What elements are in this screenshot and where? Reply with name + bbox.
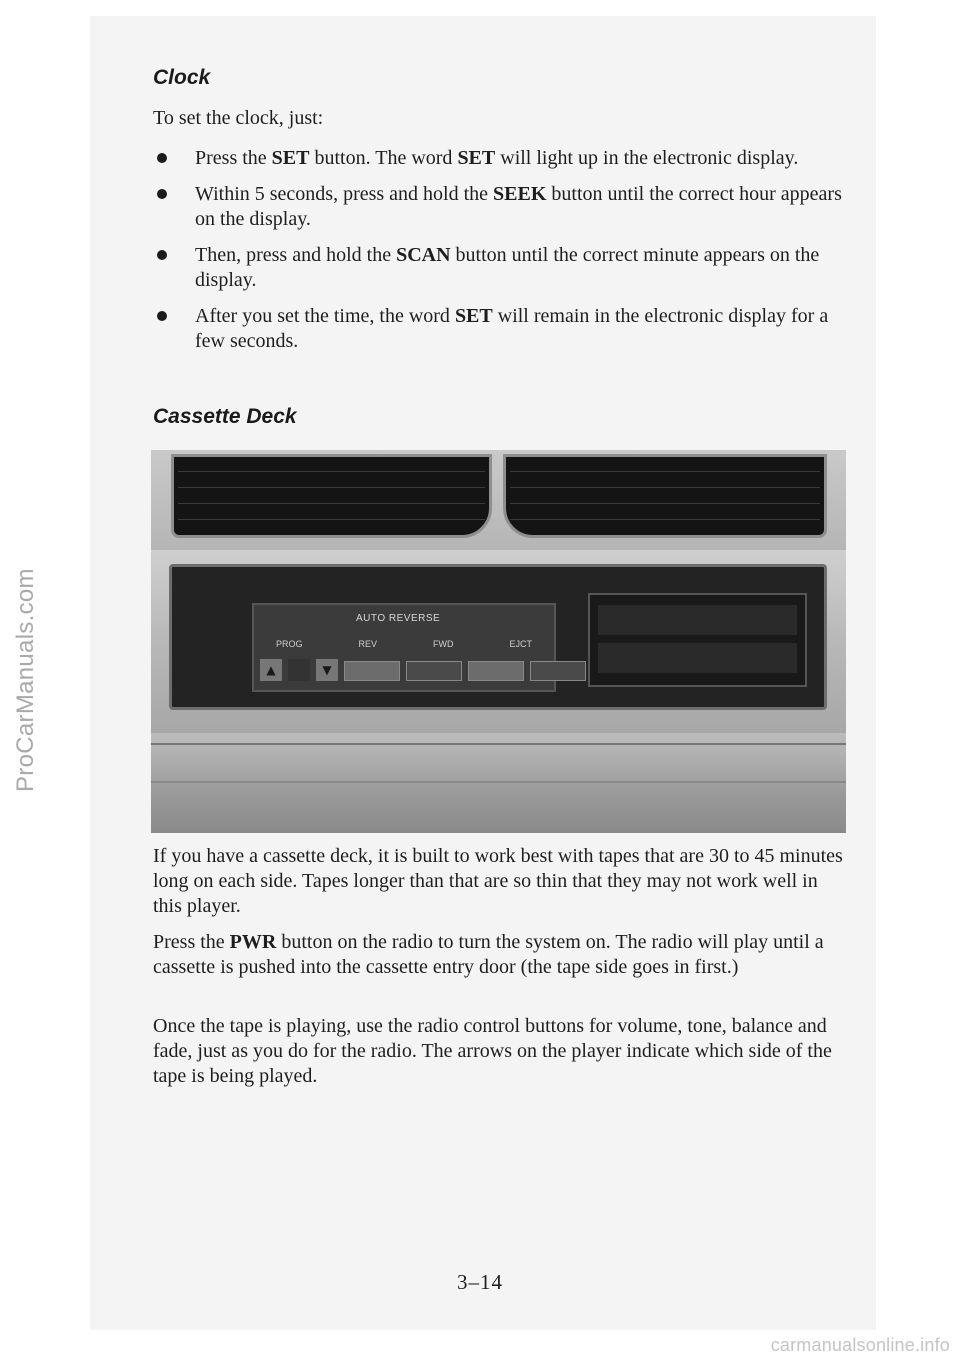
cassette-heading: Cassette Deck	[153, 405, 297, 428]
clock-step-4: After you set the time, the word SET will remain in the electronic display for a few seconds.	[152, 304, 852, 354]
rev-key	[406, 661, 462, 681]
prog-label: PROG	[276, 639, 303, 649]
cassette-unit	[169, 564, 827, 710]
page-number: 3–14	[457, 1270, 503, 1294]
footer-watermark: carmanualsonline.info	[770, 1335, 950, 1355]
ejct-label: EJCT	[509, 639, 532, 649]
bullet-dot	[157, 153, 167, 163]
cassette-paragraph-2: Press the PWR button on the radio to turn the system on. The radio will play until a cassette is pushed into the cassette entry door (the tape side goes in first.)	[153, 931, 824, 978]
clock-intro: To set the clock, just:	[153, 107, 324, 129]
cassette-paragraph-3: Once the tape is playing, use the radio control buttons for volume, tone, balance and fade, just as you do for the radio. The arrows on the player indicate which side of the tape is being played.	[153, 1015, 832, 1087]
tape-panel	[252, 603, 556, 692]
clock-heading: Clock	[153, 66, 211, 89]
dash-vents	[151, 450, 846, 550]
clock-steps	[152, 146, 852, 365]
radio-bezel	[151, 550, 846, 733]
prog-key	[344, 661, 400, 681]
indicator-icon	[288, 659, 310, 681]
right-vent	[503, 454, 827, 538]
deck-buttons	[260, 659, 586, 681]
clock-step-1: Press the SET button. The word SET will light up in the electronic display.	[152, 146, 852, 171]
rev-label: REV	[358, 639, 378, 649]
ejct-key	[530, 661, 586, 681]
side-watermark: ProCarManuals.com	[12, 568, 39, 792]
fwd-key	[468, 661, 524, 681]
bullet-dot	[157, 311, 167, 321]
clock-step-3: Then, press and hold the SCAN button until the correct minute appears on the display.	[152, 243, 852, 293]
radio-display	[588, 593, 807, 687]
lower-dash-trim	[151, 733, 846, 833]
auto-reverse-label: AUTO REVERSE	[356, 613, 441, 624]
cassette-deck-photo	[151, 450, 846, 833]
button-labels	[264, 639, 544, 655]
left-vent	[171, 454, 492, 538]
clock-step-2: Within 5 seconds, press and hold the SEEK button until the correct hour appears on the display.	[152, 182, 852, 232]
arrow-down-icon: ▼	[316, 659, 338, 681]
arrow-up-icon: ▲	[260, 659, 282, 681]
bullet-dot	[157, 250, 167, 260]
bullet-dot	[157, 189, 167, 199]
cassette-paragraph-1: If you have a cassette deck, it is built to work best with tapes that are 30 to 45 minutes long on each side. Tapes longer than that are so thin that they may not work well in this player.	[153, 845, 843, 917]
fwd-label: FWD	[433, 639, 454, 649]
